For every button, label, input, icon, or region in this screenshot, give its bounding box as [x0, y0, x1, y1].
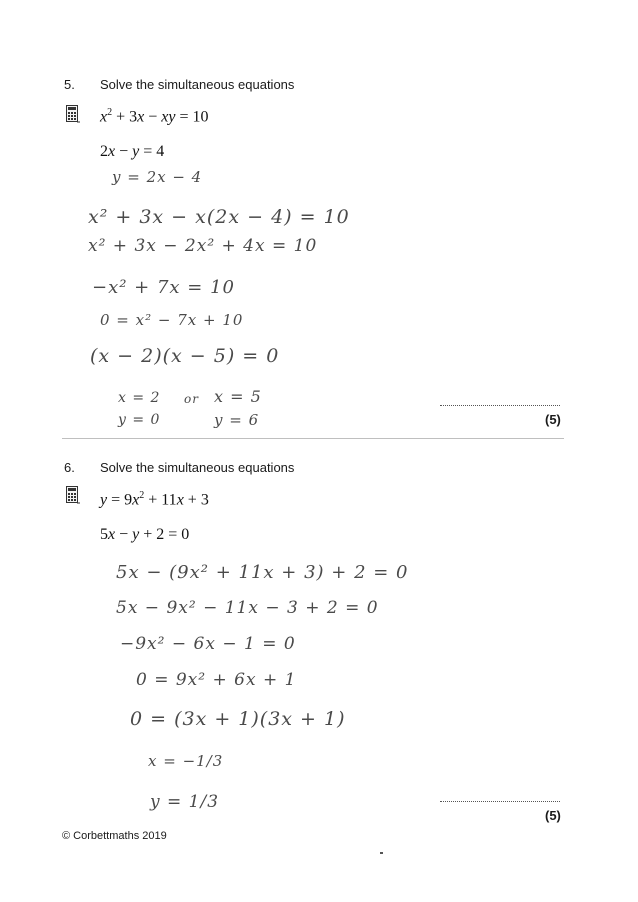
q5-working-line: y = 2x − 4	[112, 168, 203, 186]
q5-working-line: x² + 3x − x(2x − 4) = 10	[88, 206, 350, 228]
question-6-marks: (5)	[545, 808, 561, 823]
question-5-answer-line	[440, 405, 560, 406]
q5-working-line: −x² + 7x = 10	[92, 277, 236, 298]
q6-working-line: 0 = 9x² + 6x + 1	[136, 670, 297, 690]
question-5-equation-1: $x^2 + 3x$ − xy = 10	[100, 107, 209, 126]
q6-working-line: x = −1/3	[148, 752, 224, 770]
question-6-prompt: Solve the simultaneous equations	[100, 460, 295, 475]
q5-working-line: 0 = x² − 7x + 10	[100, 311, 244, 329]
q6-working-line: −9x² − 6x − 1 = 0	[120, 634, 296, 654]
q5-working-line: x = 2	[118, 390, 161, 406]
question-6-answer-line	[440, 801, 560, 802]
q5-working-line: or	[184, 392, 199, 406]
no-calculator-icon	[66, 105, 80, 123]
no-calculator-icon	[66, 486, 80, 504]
q5-working-line: y = 0	[118, 412, 161, 428]
question-5-prompt: Solve the simultaneous equations	[100, 77, 295, 92]
q5-working-line: x² + 3x − 2x² + 4x = 10	[88, 236, 318, 256]
copyright-footer: © Corbettmaths 2019	[62, 830, 167, 842]
q6-working-line: y = 1/3	[150, 792, 220, 812]
question-6-number: 6.	[64, 460, 75, 475]
question-6-equation-2: 5x − y + 2 = 0	[100, 526, 190, 543]
q6-working-line: 0 = (3x + 1)(3x + 1)	[130, 708, 346, 730]
question-divider	[62, 438, 564, 439]
q6-working-line: 5x − 9x² − 11x − 3 + 2 = 0	[116, 598, 379, 618]
q5-working-line: y = 6	[214, 411, 260, 429]
question-6-equation-1: $y = 9x^2 + 11x + 3$	[100, 490, 209, 509]
question-5-equation-2: 2x − y = 4	[100, 143, 165, 160]
q6-working-line: 5x − (9x² + 11x + 3) + 2 = 0	[116, 562, 409, 583]
q5-working-line: (x − 2)(x − 5) = 0	[90, 345, 280, 367]
question-5-number: 5.	[64, 77, 75, 92]
scan-speck	[380, 852, 383, 854]
q5-working-line: x = 5	[214, 387, 262, 406]
question-5-marks: (5)	[545, 412, 561, 427]
